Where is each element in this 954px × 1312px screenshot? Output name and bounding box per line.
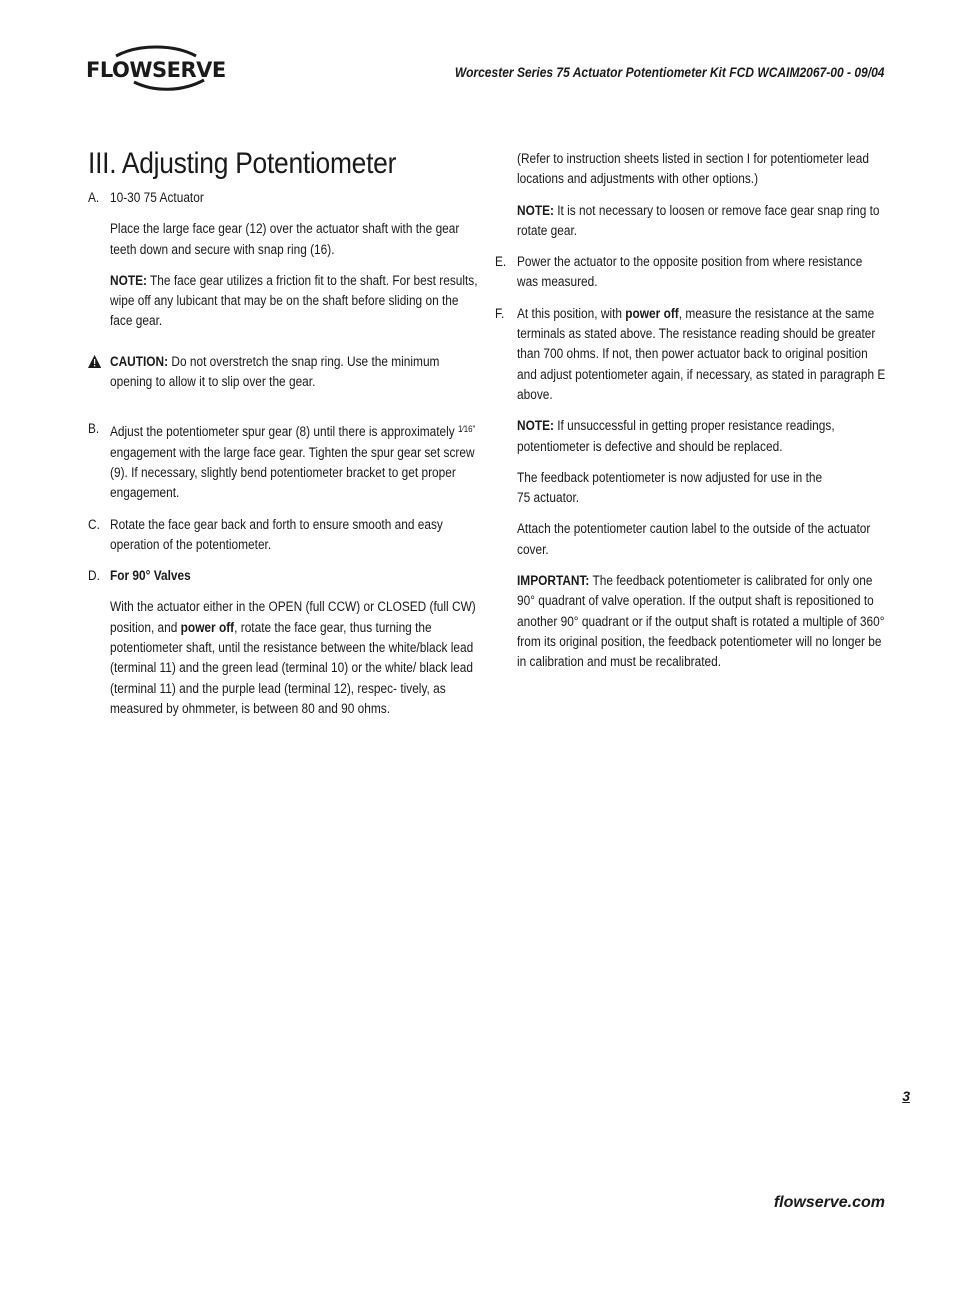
note-text: It is not necessary to loosen or remove face gear snap ring to rotate gear. — [517, 202, 880, 238]
step-c-text: Rotate the face gear back and forth to ensure smooth and easy operation of the potentiometer. — [110, 516, 443, 552]
feedback-line-1: The feedback potentiometer is now adjusted for use in the — [517, 469, 823, 485]
note-text: If unsuccessful in getting proper resistance readings, potentiometer is defective and should be replaced. — [517, 418, 835, 454]
step-d — [88, 566, 480, 586]
power-off-emphasis: power off — [625, 305, 679, 321]
important-label: IMPORTANT: — [517, 573, 590, 589]
step-d-text-1: With the actuator either in the OPEN (full CCW) or CLOSED (full CW) position, and — [110, 599, 476, 635]
document-title: Worcester Series 75 Actuator Potentiometer Kit FCD WCAIM2067-00 - 09/04 — [454, 64, 884, 80]
step-b-text-2: engagement with the large face gear. Tighten the spur gear set screw (9). If necessary, slightly bend potentiometer bracket to get proper engagement. — [110, 444, 475, 501]
right-column — [495, 149, 887, 684]
step-f-label: F. — [495, 305, 505, 321]
step-b-fraction: 1⁄16" — [457, 424, 476, 435]
step-d-label: D. — [88, 568, 100, 584]
step-d-title: For 90° Valves — [110, 568, 191, 584]
caution-text: Do not overstretch the snap ring. Use the minimum opening to allow it to slip over the gear. — [110, 353, 440, 390]
logo-wordmark: FLOWSERVE — [86, 58, 226, 82]
step-e-label: E. — [495, 254, 507, 270]
resistance-note — [495, 416, 887, 457]
warning-triangle-icon — [88, 355, 101, 368]
note-label: NOTE: — [110, 272, 147, 288]
step-c-label: C. — [88, 516, 100, 532]
step-f-text-1: At this position, with — [517, 305, 626, 321]
feedback-line-2: 75 actuator. — [517, 490, 580, 506]
step-b — [88, 419, 480, 503]
step-f — [495, 304, 887, 405]
step-a-title: 10-30 75 Actuator — [110, 190, 204, 205]
step-b-text-1: Adjust the potentiometer spur gear (8) until there is approximately — [110, 424, 458, 440]
feedback-paragraph — [495, 468, 887, 509]
step-d-paragraph — [88, 597, 480, 719]
flowserve-logo — [86, 42, 226, 94]
step-e-text: Power the actuator to the opposite position from where resistance was measured. — [517, 254, 863, 290]
step-a-note — [88, 271, 480, 332]
important-paragraph — [495, 571, 887, 672]
power-off-emphasis: power off — [180, 619, 235, 635]
caution-block — [88, 352, 480, 393]
refer-paragraph: (Refer to instruction sheets listed in section I for potentiometer lead locations and adjustments with other options.) — [517, 151, 869, 187]
gear-note — [495, 201, 887, 242]
step-f-text-2: , measure the resistance at the same terminals as stated above. The resistance reading should be greater than 700 ohms. If not, then power actuator back to original position and adjust potentiometer again, if necessary, as stated in paragraph E above. — [517, 305, 886, 402]
step-a-paragraph: Place the large face gear (12) over the actuator shaft with the gear teeth down and secure with snap ring (16). — [110, 221, 460, 257]
website-link[interactable]: flowserve.com — [773, 1194, 885, 1211]
page-number: 3 — [902, 1088, 910, 1104]
left-column — [88, 146, 480, 730]
step-e — [495, 252, 887, 293]
note-label: NOTE: — [517, 418, 554, 434]
note-label: NOTE: — [517, 202, 554, 218]
step-c — [88, 515, 480, 556]
step-d-text-2: , rotate the face gear, thus turning the potentiometer shaft, until the resistance between the white/black lead (terminal 11) and the green lead (terminal 10) or the white/ black lead (terminal 11) and the purple lead (terminal 12), respec- tively, as measured by ohmmeter, is between 80 and 90 ohms. — [110, 619, 474, 716]
step-a — [88, 188, 480, 208]
important-text: The feedback potentiometer is calibrated for only one 90° quadrant of valve operation. If the output shaft is repositioned to another 90° quadrant or if the output shaft is rotated a multiple of 360° from its original position, the feedback potentiometer will no longer be in calibration and must be recalibrated. — [517, 573, 885, 670]
note-text: The face gear utilizes a friction fit to the shaft. For best results, wipe off any lubicant that may be on the shaft before sliding on the face gear. — [110, 272, 478, 329]
step-b-label: B. — [88, 421, 100, 437]
step-a-label: A. — [88, 190, 100, 205]
section-heading: III. Adjusting Potentiometer — [88, 147, 397, 180]
caution-label: CAUTION: — [110, 353, 169, 369]
attach-paragraph: Attach the potentiometer caution label to the outside of the actuator cover. — [517, 521, 871, 557]
